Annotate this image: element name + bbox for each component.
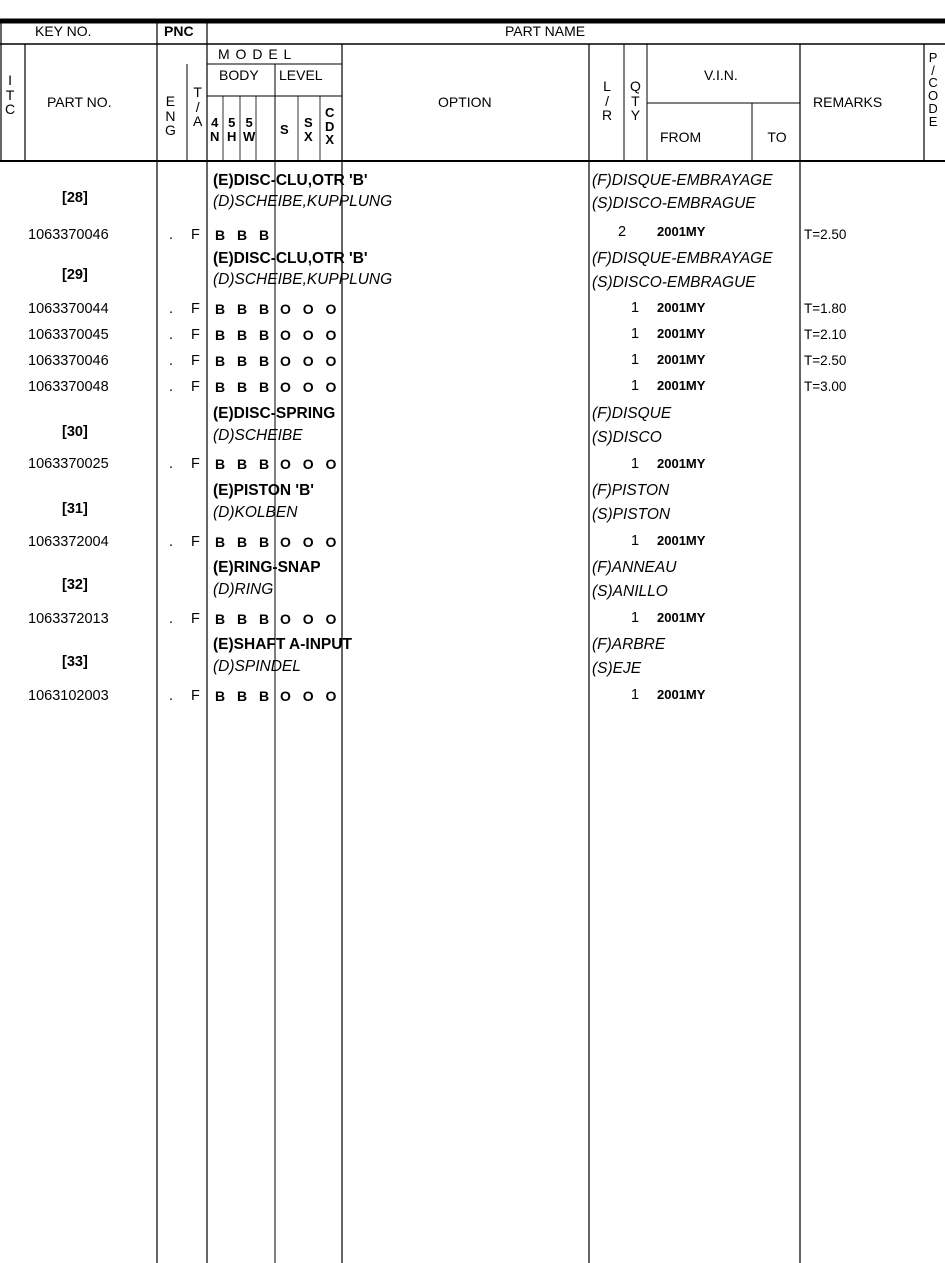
eng-value: . bbox=[169, 611, 174, 627]
ta-value: F bbox=[191, 611, 200, 627]
part-number: 1063370045 bbox=[28, 327, 109, 343]
ta-value: F bbox=[191, 227, 200, 243]
part-no-header: PART NO. bbox=[47, 94, 112, 110]
vin-from-value: 2001MY bbox=[657, 300, 706, 315]
qty-value: 1 bbox=[631, 352, 640, 368]
ta-value: F bbox=[191, 534, 200, 550]
vin-from-value: 2001MY bbox=[657, 610, 706, 625]
part-name-french: (F)DISQUE-EMBRAYAGE bbox=[592, 250, 773, 267]
vin-from-value: 2001MY bbox=[657, 378, 706, 393]
key-number: [30] bbox=[62, 424, 88, 440]
level-col-s: S bbox=[280, 122, 289, 137]
part-number: 1063372004 bbox=[28, 534, 109, 550]
qty-value: 1 bbox=[631, 533, 640, 549]
level-applicability: O O O bbox=[280, 534, 341, 550]
key-number: [28] bbox=[62, 190, 88, 206]
qty-value: 1 bbox=[631, 610, 640, 626]
remarks-value: T=2.50 bbox=[804, 227, 847, 242]
part-name-german: (D)KOLBEN bbox=[213, 504, 298, 521]
eng-value: . bbox=[169, 227, 174, 243]
remarks-value: T=3.00 bbox=[804, 379, 847, 394]
part-number: 1063370048 bbox=[28, 379, 109, 395]
part-number: 1063370046 bbox=[28, 227, 109, 243]
part-name-english: (E)DISC-SPRING bbox=[213, 405, 336, 422]
body-applicability: B B B bbox=[215, 379, 274, 395]
part-name-german: (D)SCHEIBE,KUPPLUNG bbox=[213, 193, 393, 210]
part-name-german: (D)RING bbox=[213, 581, 274, 598]
part-number: 1063370044 bbox=[28, 301, 109, 317]
body-col-5h: 5 H bbox=[227, 115, 237, 144]
eng-value: . bbox=[169, 688, 174, 704]
remarks-value: T=2.50 bbox=[804, 353, 847, 368]
ta-header: T / A bbox=[193, 84, 203, 130]
level-applicability: O O O bbox=[280, 353, 341, 369]
part-name-spanish: (S)DISCO bbox=[592, 429, 662, 446]
body-applicability: B B B bbox=[215, 227, 274, 243]
level-applicability: O O O bbox=[280, 327, 341, 343]
body-applicability: B B B bbox=[215, 611, 274, 627]
qty-value: 1 bbox=[631, 326, 640, 342]
remarks-header: REMARKS bbox=[813, 94, 883, 110]
lr-header: L / R bbox=[602, 78, 613, 124]
vin-from-value: 2001MY bbox=[657, 224, 706, 239]
part-number: 1063370046 bbox=[28, 353, 109, 369]
key-number: [33] bbox=[62, 654, 88, 670]
key-no-header: KEY NO. bbox=[35, 23, 92, 39]
body-header: BODY bbox=[219, 67, 259, 83]
level-col-sx: S X bbox=[304, 115, 313, 144]
part-name-spanish: (S)PISTON bbox=[592, 506, 671, 523]
body-applicability: B B B bbox=[215, 456, 274, 472]
part-number: 1063102003 bbox=[28, 688, 109, 704]
level-applicability: O O O bbox=[280, 688, 341, 704]
part-name-english: (E)RING-SNAP bbox=[213, 559, 321, 576]
ta-value: F bbox=[191, 456, 200, 472]
part-name-french: (F)PISTON bbox=[592, 482, 670, 499]
qty-value: 1 bbox=[631, 378, 640, 394]
body-applicability: B B B bbox=[215, 534, 274, 550]
part-name-spanish: (S)EJE bbox=[592, 660, 642, 677]
itc-header: I T C bbox=[5, 72, 16, 118]
level-applicability: O O O bbox=[280, 379, 341, 395]
eng-value: . bbox=[169, 301, 174, 317]
part-name-english: (E)SHAFT A-INPUT bbox=[213, 636, 352, 653]
body-col-5w: 5 W bbox=[243, 115, 256, 144]
vin-from-value: 2001MY bbox=[657, 326, 706, 341]
remarks-value: T=2.10 bbox=[804, 327, 847, 342]
eng-value: . bbox=[169, 353, 174, 369]
part-name-spanish: (S)ANILLO bbox=[592, 583, 668, 600]
eng-value: . bbox=[169, 534, 174, 550]
remarks-value: T=1.80 bbox=[804, 301, 847, 316]
part-name-french: (F)DISQUE-EMBRAYAGE bbox=[592, 172, 773, 189]
body-applicability: B B B bbox=[215, 688, 274, 704]
level-applicability: O O O bbox=[280, 611, 341, 627]
level-col-cdx: C D X bbox=[325, 105, 335, 148]
vin-header: V.I.N. bbox=[704, 67, 738, 83]
part-number: 1063370025 bbox=[28, 456, 109, 472]
qty-header: Q T Y bbox=[630, 78, 641, 124]
ta-value: F bbox=[191, 353, 200, 369]
qty-value: 2 bbox=[618, 224, 627, 240]
part-name-german: (D)SPINDEL bbox=[213, 658, 301, 675]
ta-value: F bbox=[191, 379, 200, 395]
body-applicability: B B B bbox=[215, 327, 274, 343]
vin-from-value: 2001MY bbox=[657, 352, 706, 367]
ta-value: F bbox=[191, 301, 200, 317]
key-number: [29] bbox=[62, 267, 88, 283]
qty-value: 1 bbox=[631, 687, 640, 703]
eng-value: . bbox=[169, 379, 174, 395]
key-number: [32] bbox=[62, 577, 88, 593]
part-name-german: (D)SCHEIBE,KUPPLUNG bbox=[213, 271, 393, 288]
part-name-english: (E)DISC-CLU,OTR 'B' bbox=[213, 172, 368, 189]
part-number: 1063372013 bbox=[28, 611, 109, 627]
qty-value: 1 bbox=[631, 300, 640, 316]
qty-value: 1 bbox=[631, 456, 640, 472]
ta-value: F bbox=[191, 688, 200, 704]
vin-to-header: TO bbox=[767, 129, 787, 145]
pcode-header: P / C O D E bbox=[928, 50, 939, 129]
key-number: [31] bbox=[62, 501, 88, 517]
eng-value: . bbox=[169, 456, 174, 472]
body-applicability: B B B bbox=[215, 353, 274, 369]
part-name-spanish: (S)DISCO-EMBRAGUE bbox=[592, 274, 756, 291]
part-name-english: (E)PISTON 'B' bbox=[213, 482, 314, 499]
ta-value: F bbox=[191, 327, 200, 343]
level-applicability: O O O bbox=[280, 456, 341, 472]
part-name-header: PART NAME bbox=[505, 23, 586, 39]
vin-from-header: FROM bbox=[660, 129, 702, 145]
part-name-spanish: (S)DISCO-EMBRAGUE bbox=[592, 195, 756, 212]
part-name-english: (E)DISC-CLU,OTR 'B' bbox=[213, 250, 368, 267]
model-header: M O D E L bbox=[218, 46, 293, 62]
option-header: OPTION bbox=[438, 94, 492, 110]
eng-header: E N G bbox=[165, 93, 176, 139]
vin-from-value: 2001MY bbox=[657, 456, 706, 471]
body-applicability: B B B bbox=[215, 301, 274, 317]
part-name-french: (F)DISQUE bbox=[592, 405, 672, 422]
part-name-french: (F)ANNEAU bbox=[592, 559, 677, 576]
level-applicability: O O O bbox=[280, 301, 341, 317]
vin-from-value: 2001MY bbox=[657, 533, 706, 548]
vin-from-value: 2001MY bbox=[657, 687, 706, 702]
pnc-header: PNC bbox=[164, 23, 194, 39]
part-name-german: (D)SCHEIBE bbox=[213, 427, 303, 444]
body-col-4n: 4 N bbox=[210, 115, 220, 144]
part-name-french: (F)ARBRE bbox=[592, 636, 666, 653]
eng-value: . bbox=[169, 327, 174, 343]
level-header: LEVEL bbox=[279, 67, 323, 83]
